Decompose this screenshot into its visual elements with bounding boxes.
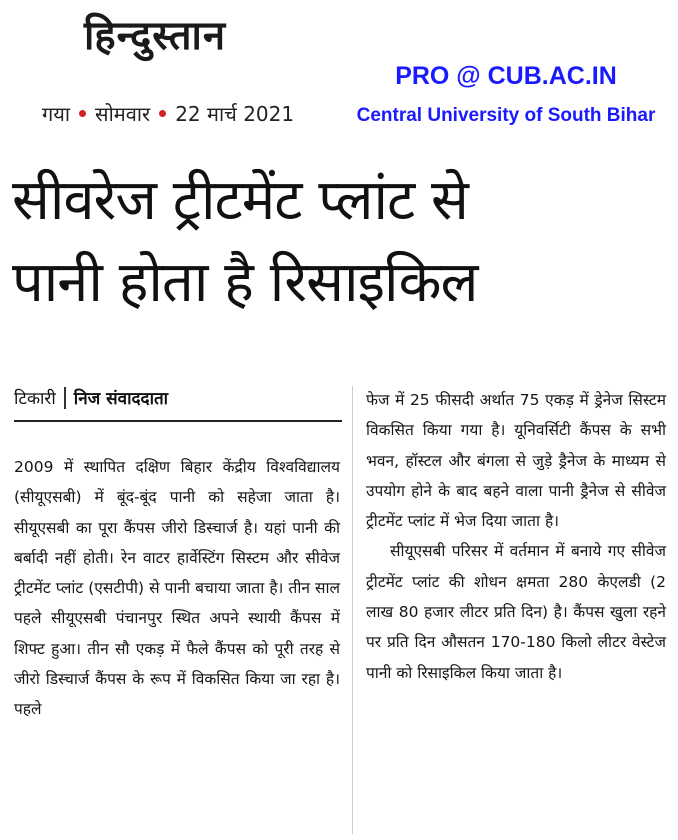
article-paragraph: 2009 में स्थापित दक्षिण बिहार केंद्रीय विश्वविद्यालय (सीयूएसबी) में बूंद-बूंद पानी को सहेजा जाता है। सीयूएसबी का पूरा कैंपस जीरो डिस्चार्ज है। यहां पानी की बर्बादी नहीं होती। रेन वाटर हार्वेस्टिंग सिस्टम और सीवेज ट्रीटमेंट प्लांट (एसटीपी) से पानी बचाया जाता है। तीन साल पहले सीयूएसबी पंचानपुर स्थित अपने स्थायी कैंपस में शिफ्ट हुआ। तीन सौ एकड़ में फैले कैंपस को पूरी तरह से जीरो डिस्चार्ज कैंपस के रूप में विकसित किया जा रहा है। पहले xyxy=(14,458,340,719)
byline xyxy=(14,386,354,412)
dateline-separator-dot xyxy=(79,110,86,117)
article-paragraph: सीयूएसबी परिसर में वर्तमान में बनाये गए सीवेज ट्रीटमेंट प्लांट की शोधन क्षमता 280 केएलडी (2 लाख 80 हजार लीटर प्रति दिन) है। कैंपस खुला रहने पर प्रति दिन औसतन 170-180 किलो लीटर वेस्टेज पानी को रिसाइकिल किया जाता है। xyxy=(366,542,666,682)
dateline xyxy=(42,100,294,128)
newspaper-masthead: हिन्दुस्तान xyxy=(84,12,227,59)
byline-divider xyxy=(64,387,66,409)
headline-line-2: पानी होता है रिसाइकिल xyxy=(12,250,478,315)
university-watermark: Central University of South Bihar xyxy=(356,105,656,126)
column-divider xyxy=(352,386,353,834)
pro-watermark: PRO @ CUB.AC.IN xyxy=(395,62,617,90)
dateline-day: सोमवार xyxy=(95,102,151,126)
byline-place: टिकारी xyxy=(14,389,56,409)
article-column-left xyxy=(14,452,340,725)
dateline-city: गया xyxy=(42,102,71,126)
article-paragraph: फेज में 25 फीसदी अर्थात 75 एकड़ में ड्रेनेज सिस्टम विकसित किया गया है। यूनिवर्सिटी कैंपस के सभी भवन, हॉस्टल और बंगला से जुड़े ड्रैनेज के माध्यम से उपयोग होने के बाद बहने वाला पानी ड्रैनेज से सीवेज ट्रीटमेंट प्लांट में भेज दिया जाता है। xyxy=(366,391,666,531)
article-headline xyxy=(12,160,672,324)
byline-reporter: निज संवाददाता xyxy=(73,389,169,409)
article-column-right xyxy=(366,385,666,688)
headline-line-1: सीवरेज ट्रीटमेंट प्लांट से xyxy=(12,168,468,233)
dateline-date: 22 मार्च 2021 xyxy=(175,102,295,126)
byline-rule xyxy=(14,420,342,422)
dateline-separator-dot xyxy=(159,110,166,117)
